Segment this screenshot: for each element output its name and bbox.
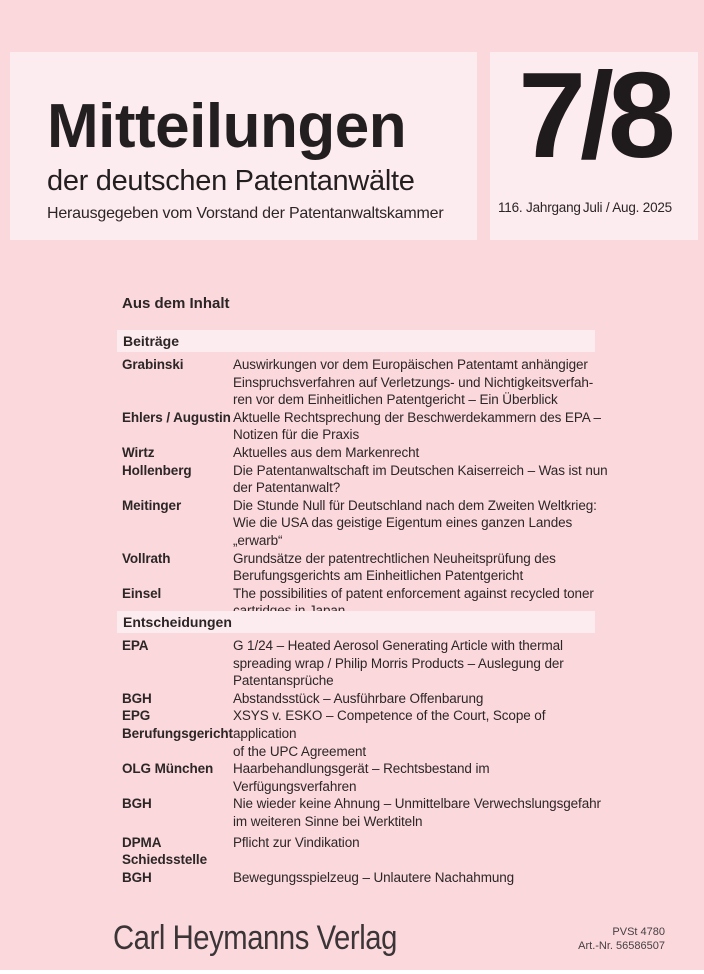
toc-entry-author: Meitinger [122, 497, 182, 513]
toc-entry [122, 869, 612, 887]
toc-entry-author: BGH [122, 869, 152, 885]
volume-label: 116. Jahrgang [498, 200, 581, 215]
section-band-entscheidungen [117, 611, 595, 633]
footer-publisher: Carl Heymanns Verlag [113, 919, 397, 957]
article-number: Art.-Nr. 56586507 [578, 939, 665, 952]
toc-entry-text: Die Patentanwaltschaft im Deutschen Kaiserreich – Was ist nun der Patentanwalt? [233, 462, 608, 496]
toc-entry-text: Grundsätze der patentrechtlichen Neuheitsprüfung des Berufungsgerichts am Einheitlichen Patentgericht [233, 550, 556, 584]
toc-entry-author: Hollenberg [122, 462, 192, 478]
toc-entry-text: Nie wieder keine Ahnung – Unmittelbare Verwechslungsgefahr im weiteren Sinne bei Werktiteln [233, 796, 601, 829]
toc-entry [122, 707, 612, 760]
toc-entry-author: Ehlers / Augustin [122, 409, 231, 425]
journal-subtitle: der deutschen Patentanwälte [47, 165, 415, 197]
toc-entry [122, 409, 612, 444]
toc-entry-author: EPA [122, 638, 149, 653]
footer-meta [578, 926, 665, 953]
toc-entry-text: Abstandsstück – Ausführbare Offenbarung [233, 690, 484, 706]
toc-entry-text: Aktuelles aus dem Markenrecht [233, 444, 420, 460]
pvst-number: PVSt 4780 [612, 926, 665, 938]
toc-entry [122, 795, 612, 830]
toc-entry-text: The possibilities of patent enforcement against recycled toner [233, 585, 594, 601]
toc-entry [122, 550, 612, 585]
toc-entry [122, 356, 612, 409]
toc-entry-text: XSYS v. ESKO – Competence of the Court, Scope of application of the UPC Agreement [233, 708, 546, 759]
toc-entry [122, 834, 612, 869]
issue-meta [498, 200, 672, 215]
toc-entry [122, 690, 612, 708]
toc-entry [122, 444, 612, 462]
toc-list-entscheidungen [122, 637, 612, 886]
toc-entry-author: Wirtz [122, 444, 155, 460]
masthead-panel [10, 52, 477, 240]
toc-entry-text: Auswirkungen vor dem Europäischen Patentamt anhängiger Einspruchsverfahren auf Verletzungs- und Nichtigkeitsverfah- ren vor dem Einheitlichen Patentgericht – Ein Überblick [233, 357, 594, 408]
toc-entry-text: Die Stunde Null für Deutschland nach dem Zweiten Weltkrieg: Wie die USA das geistige Eigentum eines ganzen Landes „erwarb“ [233, 497, 597, 548]
toc-entry-author: Einsel [122, 585, 162, 601]
toc-entry [122, 497, 612, 550]
toc-entry-author: BGH [122, 690, 152, 706]
toc-entry-author: BGH [122, 796, 152, 812]
section-title: Entscheidungen [123, 614, 232, 630]
section-band-beitraege [117, 330, 595, 352]
issue-panel [490, 47, 698, 240]
toc-entry-text: Aktuelle Rechtsprechung der Beschwerdekammern des EPA – Notizen für die Praxis [233, 409, 601, 443]
toc-list-beitraege [122, 356, 612, 620]
toc-entry-text: Pflicht zur Vindikation [233, 834, 360, 850]
toc-entry [122, 760, 612, 795]
toc-entry-author: Grabinski [122, 357, 184, 372]
issue-number: 7/8 [518, 47, 670, 183]
issue-date: Juli / Aug. 2025 [582, 200, 672, 215]
toc-entry [122, 462, 612, 497]
header [10, 47, 698, 240]
toc-heading: Aus dem Inhalt [122, 295, 230, 312]
toc-entry [122, 637, 612, 690]
toc-entry-author: DPMA Schiedsstelle [122, 834, 207, 868]
section-title: Beiträge [123, 333, 180, 349]
toc-entry-author: OLG München [122, 761, 214, 777]
publisher-line: Herausgegeben vom Vorstand der Patentanwaltskammer [47, 205, 444, 222]
toc-entry-author: EPG Berufungsgericht [122, 708, 233, 741]
toc-entry-author: Vollrath [122, 550, 171, 566]
toc-entry-text: Bewegungsspielzeug – Unlautere Nachahmung [233, 869, 515, 885]
journal-title: Mitteilungen [47, 92, 407, 161]
toc-entry-text: Haarbehandlungsgerät – Rechtsbestand im Verfügungsverfahren [233, 761, 490, 794]
page-bottom-edge [0, 970, 704, 974]
toc-entry-text: G 1/24 – Heated Aerosol Generating Article with thermal spreading wrap / Philip Morris Products – Auslegung der Patentansprüche [233, 638, 564, 689]
header-divider [477, 52, 490, 240]
